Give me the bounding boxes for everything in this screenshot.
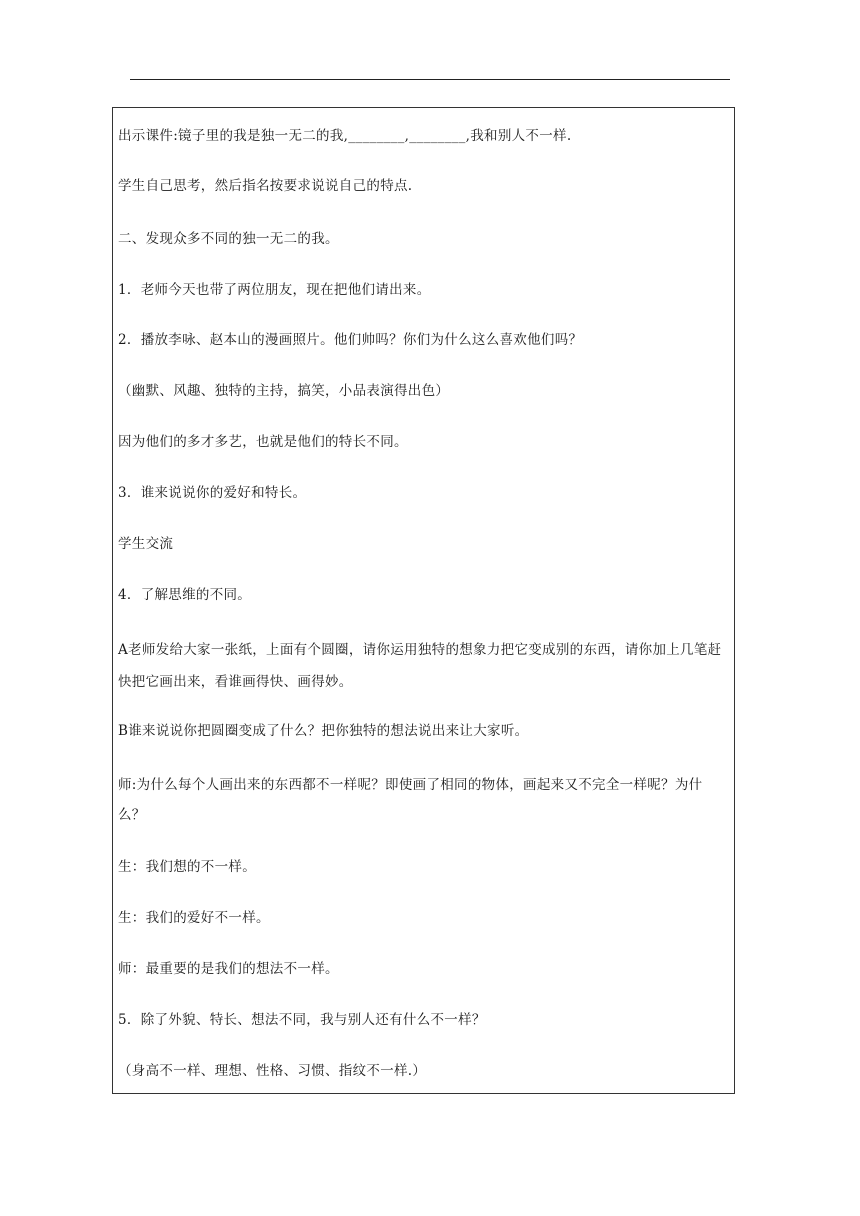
header-rule: [130, 79, 730, 80]
paragraph-courseware: 出示课件:镜子里的我是独一无二的我,________,________,我和别人不一样.: [118, 128, 572, 144]
paragraph-student-answer-1: 生：我们想的不一样。: [118, 859, 256, 875]
paragraph-student-think: 学生自己思考，然后指名按要求说说自己的特点.: [118, 178, 413, 194]
paragraph-note-humor: （幽默、风趣、独特的主持，搞笑，小品表演得出色）: [118, 383, 450, 399]
paragraph-talents: 因为他们的多才多艺，也就是他们的特长不同。: [118, 434, 408, 450]
paragraph-section-two-heading: 二、发现众多不同的独一无二的我。: [118, 231, 339, 247]
paragraph-student-exchange: 学生交流: [118, 536, 174, 552]
paragraph-step-2: 2．播放李咏、赵本山的漫画照片。他们帅吗？你们为什么这么喜欢他们吗？: [118, 332, 583, 348]
paragraph-activity-b: B谁来说说你把圆圈变成了什么？把你独特的想法说出来让大家听。: [118, 723, 529, 739]
paragraph-note-differences: （身高不一样、理想、性格、习惯、指纹不一样.）: [118, 1063, 427, 1079]
paragraph-step-1: 1．老师今天也带了两位朋友，现在把他们请出来。: [118, 282, 431, 298]
paragraph-teacher-summary: 师：最重要的是我们的想法不一样。: [118, 961, 339, 977]
paragraph-step-3: 3．谁来说说你的爱好和特长。: [118, 485, 307, 501]
paragraph-teacher-question: 师:为什么每个人画出来的东西都不一样呢？即使画了相同的物体，画起来又不完全一样呢？为什么？: [118, 777, 703, 823]
paragraph-student-answer-2: 生：我们的爱好不一样。: [118, 910, 270, 926]
paragraph-step-4: 4．了解思维的不同。: [118, 587, 252, 603]
paragraph-step-5: 5．除了外貌、特长、想法不同，我与别人还有什么不一样？: [118, 1012, 486, 1028]
paragraph-activity-a: A老师发给大家一张纸，上面有个圆圈，请你运用独特的想象力把它变成别的东西，请你加上几笔赶快把它画出来，看谁画得快、画得妙。: [118, 642, 722, 690]
